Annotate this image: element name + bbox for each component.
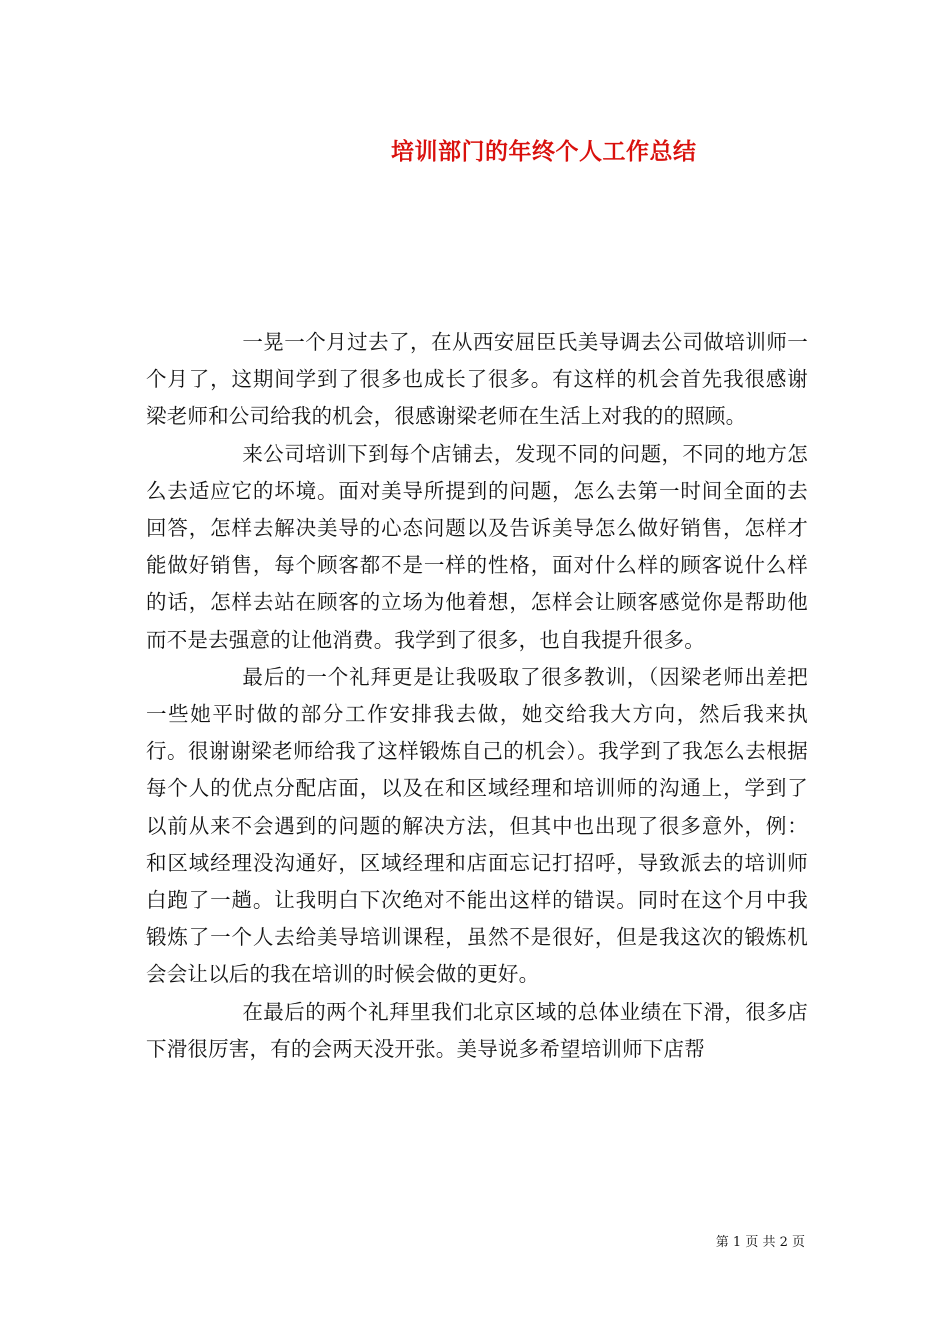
page-number-footer: 第 1 页 共 2 页 — [715, 1235, 805, 1250]
paragraph: 在最后的两个礼拜里我们北京区域的总体业绩在下滑，很多店下滑很厉害，有的会两天没开张。美导说多希望培训师下店帮 — [146, 999, 808, 1061]
document-title: 培训部门的年终个人工作总结 — [391, 138, 697, 165]
paragraph: 最后的一个礼拜更是让我吸取了很多教训，（因梁老师出差把一些她平时做的部分工作安排我去做，她交给我大方向，然后我来执行。很谢谢梁老师给我了这样锻炼自己的机会）。我学到了我怎么去根据每个人的优点分配店面，以及在和区域经理和培训师的沟通上，学到了以前从来不会遇到的问题的解决方法，但其中也出现了很多意外，例：和区域经理没沟通好，区域经理和店面忘记打招呼，导致派去的培训师白跑了一趟。让我明白下次绝对不能出这样的错误。同时在这个月中我锻炼了一个人去给美导培训课程，虽然不是很好，但是我这次的锻炼机会会让以后的我在培训的时候会做的更好。 — [146, 664, 808, 987]
document-body — [146, 324, 808, 1068]
paragraph: 来公司培训下到每个店铺去，发现不同的问题，不同的地方怎么去适应它的坏境。面对美导所提到的问题，怎么去第一时间全面的去回答，怎样去解决美导的心态问题以及告诉美导怎么做好销售，怎样才能做好销售，每个顾客都不是一样的性格，面对什么样的顾客说什么样的话，怎样去站在顾客的立场为他着想，怎样会让顾客感觉你是帮助他而不是去强意的让他消费。我学到了很多，也自我提升很多。 — [146, 441, 808, 652]
paragraph: 一晃一个月过去了，在从西安屈臣氏美导调去公司做培训师一个月了，这期间学到了很多也成长了很多。有这样的机会首先我很感谢梁老师和公司给我的机会，很感谢梁老师在生活上对我的的照顾。 — [146, 330, 808, 429]
